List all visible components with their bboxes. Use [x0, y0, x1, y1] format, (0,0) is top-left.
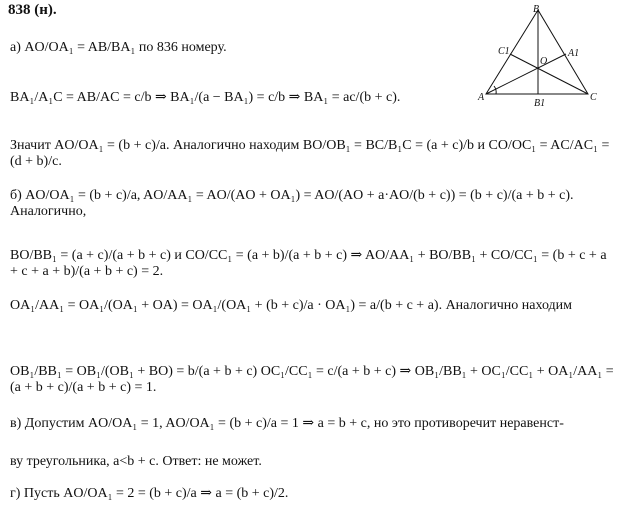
label-b1: B1 — [534, 98, 546, 108]
part-v-statement: в) Допустим AO/OA₁ = 1, AO/OA₁ = (b + c)/a = 1 ⇒ a = b + c, но это противоречит неравенст- — [10, 416, 564, 431]
label-o: O — [540, 56, 548, 67]
label-c: C — [590, 92, 597, 103]
part-a-derivation: BA₁/A₁C = AB/AC = c/b ⇒ BA₁/(a − BA₁) = c/b ⇒ BA₁ = ac/(b + c). — [10, 90, 401, 105]
label-a: A — [478, 92, 485, 103]
part-a-statement: а) AO/OA₁ = AB/BA₁ по 836 номеру. — [10, 40, 227, 55]
part-b-sum-ao: BO/BB₁ = (a + c)/(a + b + c) и CO/CC₁ = (a + b)/(a + b + c) ⇒ AO/AA₁ + BO/BB₁ + CO/CC₁ = (b + c + a + c + a + b)/(a + b + c) = 2. — [10, 248, 607, 279]
triangle-figure — [476, 4, 618, 108]
part-a-result: Значит AO/OA₁ = (b + c)/a. Аналогично находим BO/OB₁ = BC/B₁C = (a + c)/b и CO/OC₁ = AC/AC₁ = (d + b)/c. — [10, 138, 610, 169]
problem-number: 838 (н). — [8, 2, 57, 18]
part-b-oa1: OA₁/AA₁ = OA₁/(OA₁ + OA) = OA₁/(OA₁ + (b + c)/a · OA₁) = a/(b + c + a). Аналогично находим — [10, 298, 573, 313]
part-b-first: б) AO/OA₁ = (b + c)/a, AO/AA₁ = AO/(AO + OA₁) = AO/(AO + a·AO/(b + c)) = (b + c)/(a + b + c). Аналогично, — [10, 188, 574, 219]
part-b-sum-oa1: OB₁/BB₁ = OB₁/(OB₁ + BO) = b/(a + b + c) OC₁/CC₁ = c/(a + b + c) ⇒ OB₁/BB₁ + OC₁/CC₁ + OA₁/AA₁ = (a + b + c)/(a + b + c) = 1. — [10, 364, 614, 395]
label-b: B — [533, 4, 540, 15]
part-g-statement: г) Пусть AO/OA₁ = 2 = (b + c)/a ⇒ a = (b + c)/2. — [10, 486, 289, 501]
part-v-answer: ву треугольника, a<b + c. Ответ: не может. — [10, 454, 262, 469]
label-a1: A1 — [568, 48, 580, 59]
label-c1: C1 — [498, 46, 510, 57]
